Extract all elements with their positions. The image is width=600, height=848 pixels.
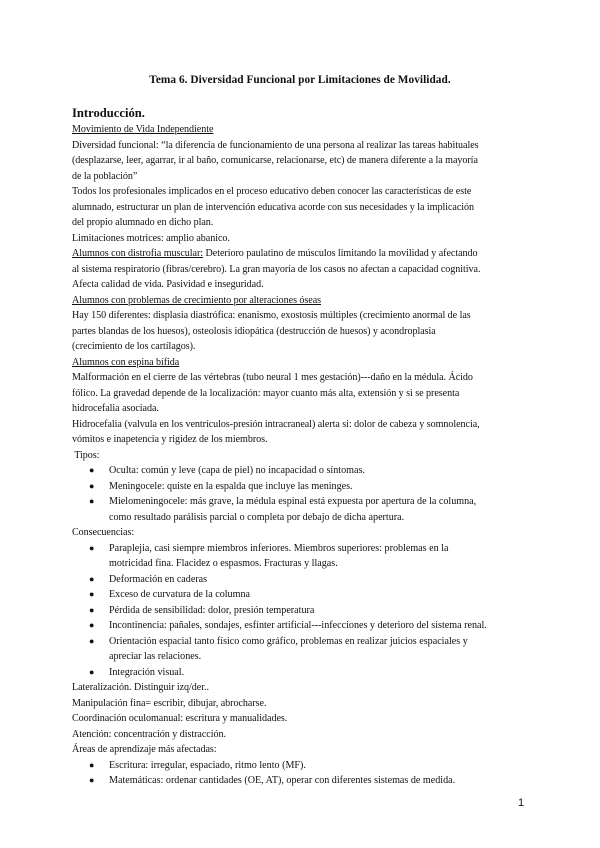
subheading-alteraciones-oseas: Alumnos con problemas de crecimiento por alteraciones óseas — [72, 294, 322, 306]
paragraph-line: (crecimiento de los cartílagos). — [72, 341, 196, 352]
subheading-distrofia-muscular: Alumnos con distrofia muscular: — [72, 248, 204, 259]
bullet-icon: ● — [89, 666, 95, 677]
list-item — [72, 665, 532, 681]
paragraph-line: Coordinación oculomanual: escritura y manualidades. — [72, 713, 288, 724]
list-item-text: Meningocele: quiste en la espalda que incluye las meninges. — [109, 480, 353, 492]
list-label-tipos: Tipos: — [72, 449, 100, 461]
list-item-text: Oculta: común y leve (capa de piel) no incapacidad o síntomas. — [109, 465, 365, 476]
paragraph-line: (desplazarse, leer, agarrar, ir al baño, comunicarse, relacionarse, etc) de manera diferente a la mayoría — [72, 155, 478, 166]
list-item — [72, 634, 532, 665]
list-item-text: Incontinencia: pañales, sondajes, esfínter artificial---infecciones y deterioro del sistema renal. — [109, 620, 487, 631]
document-body — [72, 122, 532, 789]
bullet-icon: ● — [89, 480, 95, 491]
paragraph-line: Malformación en el cierre de las vértebras (tubo neural 1 mes gestación)---daño en la médula. Ácido — [72, 372, 473, 383]
paragraph-line: al sistema respiratorio (fibras/cerebro). La gran mayoría de los casos no afectan a capacidad cognitiva. — [72, 263, 481, 275]
bullet-icon: ● — [89, 542, 95, 553]
paragraph-line: del propio alumnado en dicho plan. — [72, 217, 214, 228]
bullet-icon: ● — [89, 635, 95, 646]
list-item — [72, 773, 532, 789]
page-number: 1 — [518, 797, 525, 809]
list-item-text: Pérdida de sensibilidad: dolor, presión temperatura — [109, 604, 315, 616]
paragraph-line: Limitaciones motrices: amplio abanico. — [72, 232, 230, 244]
list-item — [72, 618, 532, 634]
paragraph-line: Diversidad funcional: “la diferencia de funcionamiento de una persona al realizar las tareas habituales — [72, 139, 479, 151]
paragraph-line — [72, 246, 532, 262]
section-heading-introduccion: Introducción. — [72, 106, 145, 120]
list-item-text: Orientación espacial tanto físico como gráfico, problemas en realizar juicios espaciales y — [109, 635, 468, 647]
bullet-icon: ● — [89, 775, 95, 785]
list-item-text: Integración visual. — [109, 666, 185, 678]
paragraph-line: Afecta calidad de vida. Pasividad e inseguridad. — [72, 279, 264, 290]
bullet-icon: ● — [89, 759, 95, 770]
list-item-text: motricidad fina. Flacidez o espasmos. Fracturas y llagas. — [109, 558, 338, 569]
paragraph-line: Manipulación fina= escribir, dibujar, abrocharse. — [72, 697, 267, 709]
paragraph-line: Hidrocefalia (valvula en los ventrículos-presión intracraneal) alerta si: dolor de cabeza y somnolencia, — [72, 418, 480, 430]
paragraph-line: vómitos e inapetencia y rigidez de los miembros. — [72, 434, 268, 445]
bullet-icon: ● — [89, 496, 95, 506]
list-item-text: Mielomeningocele: más grave, la médula espinal está expuesta por apertura de la columna, — [109, 496, 477, 507]
list-item — [72, 479, 532, 495]
paragraph-line: Atención: concentración y distracción. — [72, 728, 226, 740]
list-label-areas: Áreas de aprendizaje más afectadas: — [72, 744, 217, 755]
list-item-text: Paraplejia, casi siempre miembros inferiores. Miembros superiores: problemas en la — [109, 542, 449, 554]
bullet-icon: ● — [89, 589, 95, 599]
paragraph-line: fólico. La gravedad depende de la localización: mayor cuanto más alta, extensión y si se presenta — [72, 387, 460, 399]
list-item — [72, 603, 532, 619]
bullet-icon: ● — [89, 465, 95, 475]
bullet-icon: ● — [89, 620, 95, 630]
list-item-text: Deformación en caderas — [109, 573, 208, 585]
paragraph-line: alumnado, estructurar un plan de intervención educativa acorde con sus necesidades y la implicación — [72, 201, 475, 213]
bullet-icon: ● — [89, 604, 95, 615]
list-label-consecuencias: Consecuencias: — [72, 527, 135, 538]
subheading-espina-bifida: Alumnos con espina bífida — [72, 356, 180, 368]
paragraph-line: Lateralización. Distinguir izq/der.. — [72, 682, 209, 693]
list-item — [72, 758, 532, 774]
paragraph-line: Hay 150 diferentes: displasia diastrófica: enanismo, exostosis múltiples (crecimiento anormal de las — [72, 310, 471, 321]
inline-text: Deterioro paulatino de músculos limitando la movilidad y afectando — [203, 248, 478, 259]
list-item-text: como resultado parálisis parcial o completa por debajo de dicha apertura. — [109, 511, 405, 523]
bullet-icon: ● — [89, 573, 95, 584]
list-item — [72, 572, 532, 588]
list-item — [72, 541, 532, 572]
list-item — [72, 587, 532, 603]
list-item-text: Escritura: irregular, espaciado, ritmo lento (MF). — [109, 759, 306, 771]
subheading-vida-independiente: Movimiento de Vida Independiente — [72, 124, 214, 135]
paragraph-line: partes blandas de los huesos), osteolosis idiopática (destrucción de huesos) y acondroplasia — [72, 325, 436, 337]
paragraph-line: de la población” — [72, 170, 138, 182]
list-item — [72, 463, 532, 479]
list-item-text: Exceso de curvatura de la columna — [109, 589, 250, 600]
list-item-text: Matemáticas: ordenar cantidades (OE, AT), operar con diferentes sistemas de medida. — [109, 775, 456, 786]
list-item — [72, 494, 532, 525]
list-item-text: apreciar las relaciones. — [109, 651, 202, 662]
paragraph-line: Todos los profesionales implicados en el proceso educativo deben conocer las características de este — [72, 186, 472, 197]
paragraph-line: hidrocefalia asociada. — [72, 403, 159, 414]
document-title: Tema 6. Diversidad Funcional por Limitaciones de Movilidad. — [149, 74, 451, 86]
